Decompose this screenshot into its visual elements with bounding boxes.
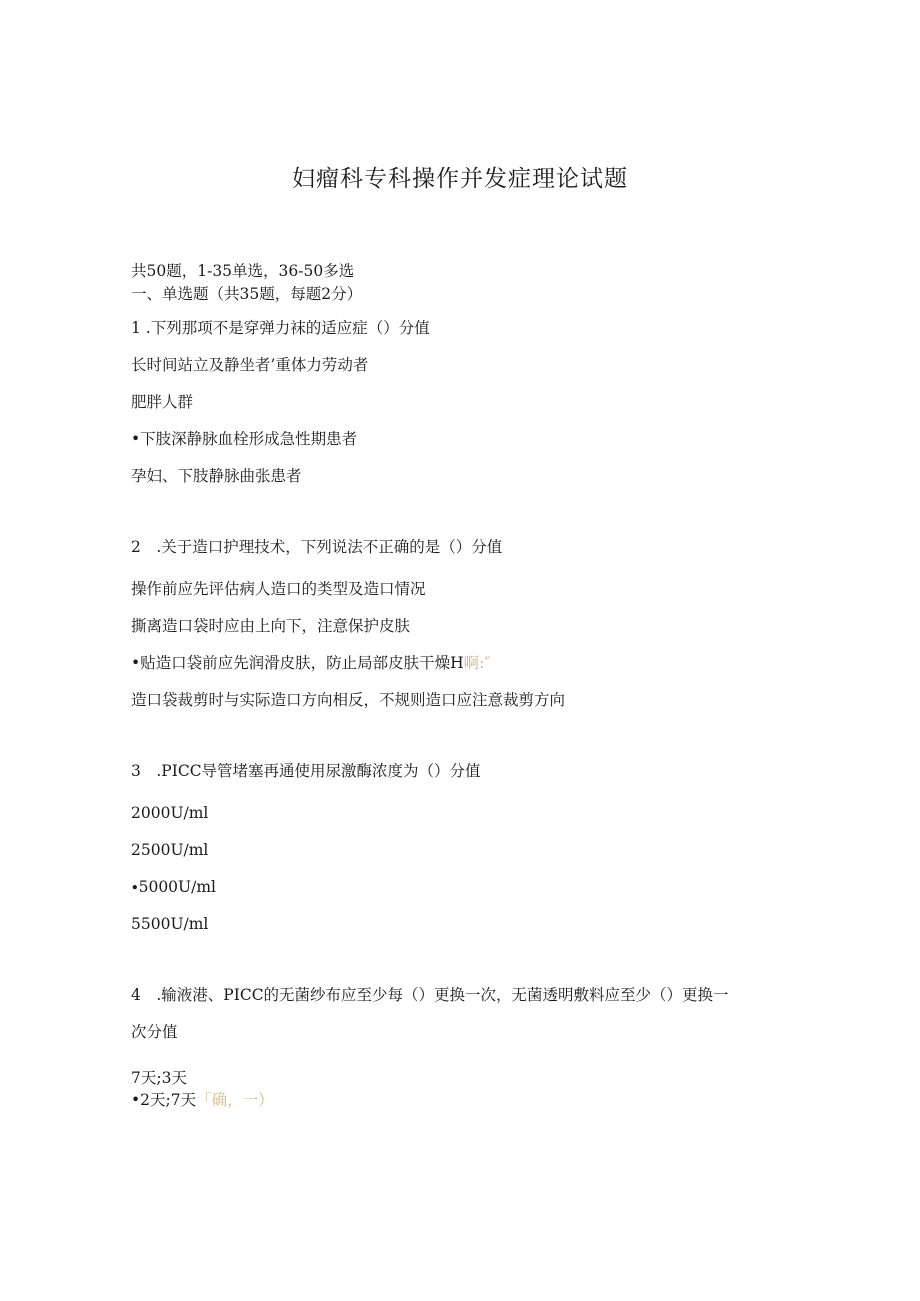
question-2-option: 造口袋裁剪时与实际造口方向相反，不规则造口应注意裁剪方向: [131, 691, 566, 709]
question-2-option: 撕离造口袋时应由上向下，注意保护皮肤: [131, 617, 411, 635]
question-2-option-answer-row: [131, 651, 490, 673]
question-1-option: 肥胖人群: [131, 393, 194, 411]
question-3-option: 2500U∕ml: [131, 841, 209, 859]
question-2-option: 操作前应先评估病人造口的类型及造口情况: [131, 580, 426, 598]
question-1-option-answer: •下肢深静脉血栓形成急性期患者: [131, 430, 358, 448]
question-4-text: 4 .输液港、PICC的无菌纱布应至少每（）更换一次，无菌透明敷料应至少（）更换一: [131, 986, 729, 1004]
question-4-option-answer: •2天;7天: [131, 1091, 197, 1109]
intro-summary: 共50题，1-35单选，36-50多选: [131, 262, 355, 280]
question-1-option: 孕妇、下肢静脉曲张患者: [131, 467, 302, 485]
page-title: 妇瘤科专科操作并发症理论试题: [292, 166, 628, 192]
question-4-answer-mark: 「确，一）: [196, 1091, 274, 1109]
section-heading: 一、单选题（共35题，每题2分）: [131, 285, 363, 303]
question-4-option: 7天;3天: [131, 1069, 187, 1087]
question-3-option: 5500U∕ml: [131, 915, 209, 933]
question-1-option: 长时间站立及静坐者’重体力劳动者: [131, 356, 369, 374]
question-3-option-answer: ∙5000U∕ml: [131, 878, 216, 896]
question-2-option-answer: •贴造口袋前应先润滑皮肤，防止局部皮肤干燥H: [131, 654, 464, 672]
question-3-text: 3 .PICC导管堵塞再通使用尿激酶浓度为（）分值: [131, 762, 481, 780]
question-2-text: 2 .关于造口护理技术，下列说法不正确的是（）分值: [131, 538, 503, 556]
question-4-text-continued: 次分值: [131, 1023, 178, 1041]
question-4-option-answer-row: [131, 1088, 274, 1110]
question-2-answer-mark: 啊:″: [463, 654, 491, 672]
question-1-text: 1 .下列那项不是穿弹力袜的适应症（）分值: [131, 319, 430, 337]
question-3-option: 2000U∕ml: [131, 804, 209, 822]
